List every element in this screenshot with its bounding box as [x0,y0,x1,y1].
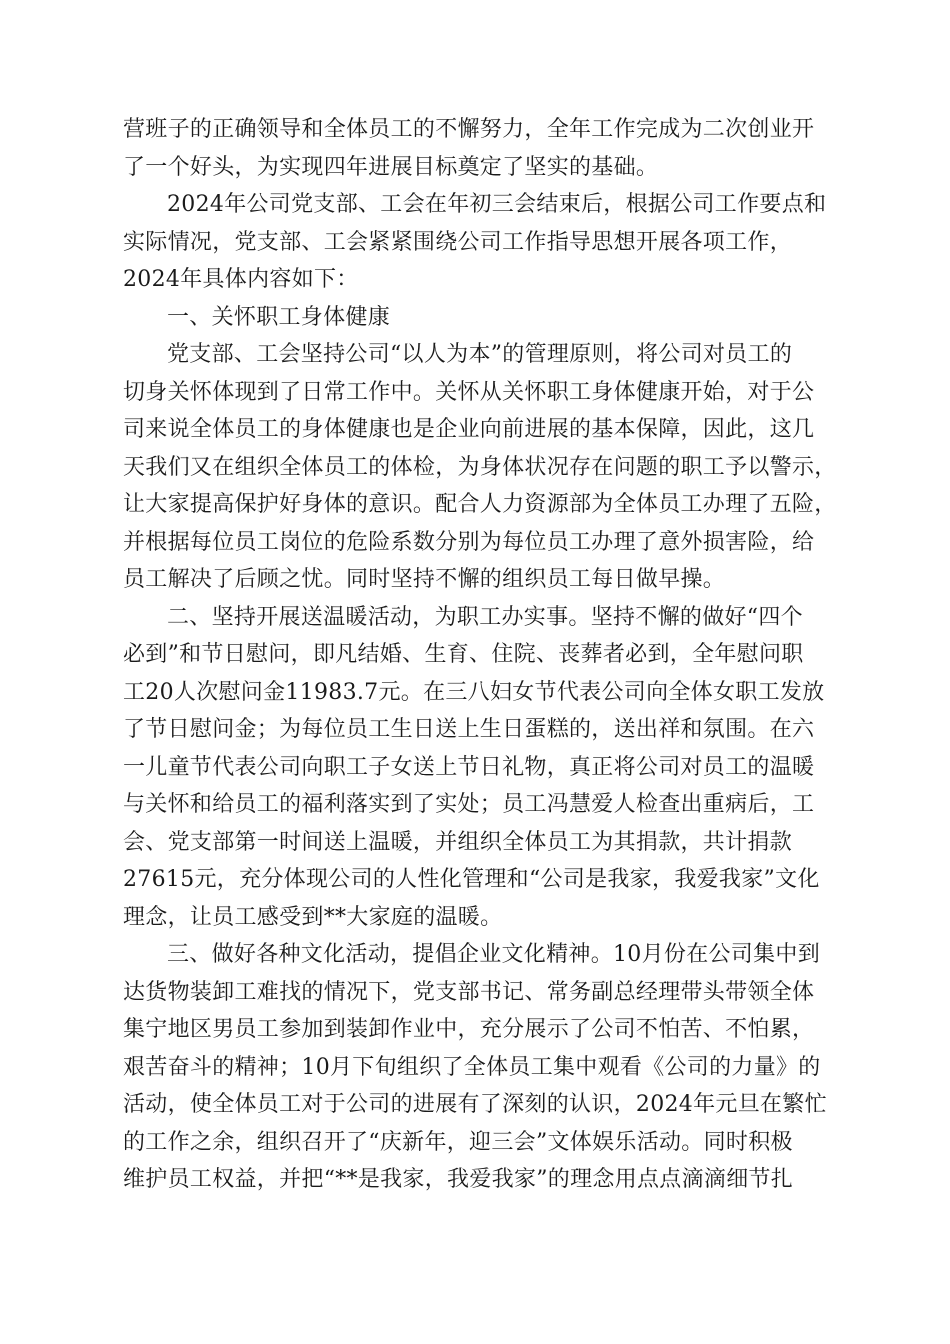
document-body [123,111,843,1199]
text-line: 工20人次慰问金11983.7元。在三八妇女节代表公司向全体女职工发放 [123,679,825,705]
text-line: 与关怀和给员工的福利落实到了实处；员工冯慧爱人检查出重病后，工 [123,792,815,817]
text-line: 切身关怀体现到了日常工作中。关怀从关怀职工身体健康开始，对于公 [123,379,815,405]
text-line: 维护员工权益，并把“**是我家，我爱我家”的理念用点点滴滴细节扎 [123,1167,794,1192]
text-line: 司来说全体员工的身体健康也是企业向前进展的基本保障，因此，这几 [123,417,815,442]
text-line: 理念，让员工感受到**大家庭的温暖。 [123,904,503,930]
text-line: 实际情况，党支部、工会紧紧围绕公司工作指导思想开展各项工作， [123,229,793,255]
text-line: 并根据每位员工岗位的危险系数分别为每位员工办理了意外损害险，给 [123,529,815,555]
section-heading-1: 一、关怀职工身体健康 [167,304,391,330]
text-line: 会、党支部第一时间送上温暖，并组织全体员工为其捐款，共计捐款 [123,829,793,855]
text-line: 员工解决了后顾之忧。同时坚持不懈的组织员工每日做早操。 [123,567,726,592]
text-line: 让大家提高保护好身体的意识。配合人力资源部为全体员工办理了五险， [123,492,837,517]
text-line: 艰苦奋斗的精神；10月下旬组织了全体员工集中观看《公司的力量》的 [123,1054,821,1080]
text-line: 2024年具体内容如下： [123,267,359,292]
section-heading-2: 二、坚持开展送温暖活动，为职工办实事。坚持不懈的做好“四个 [167,604,803,630]
text-line: 的工作之余，组织召开了“庆新年，迎三会”文体娱乐活动。同时积极 [123,1129,793,1155]
paragraph-start-line: 2024年公司党支部、工会在年初三会结束后，根据公司工作要点和 [167,192,827,217]
text-line: 一儿童节代表公司向职工子女送上节日礼物，真正将公司对员工的温暖 [123,754,815,780]
text-line: 营班子的正确领导和全体员工的不懈努力，全年工作完成为二次创业开 [123,117,815,142]
text-line: 活动，使全体员工对于公司的进展有了深刻的认识，2024年元旦在繁忙 [123,1092,827,1117]
section-heading-3: 三、做好各种文化活动，提倡企业文化精神。10月份在公司集中到 [167,942,820,967]
text-line: 27615元，充分体现公司的人性化管理和“公司是我家，我爱我家”文化 [123,867,820,892]
text-line: 了一个好头，为实现四年进展目标奠定了坚实的基础。 [123,154,659,180]
paragraph-start-line: 党支部、工会坚持公司“以人为本”的管理原则，将公司对员工的 [167,342,793,367]
text-line: 集宁地区男员工参加到装卸作业中，充分展示了公司不怕苦、不怕累， [123,1017,815,1042]
text-line: 天我们又在组织全体员工的体检，为身体状况存在问题的职工予以警示， [123,454,837,480]
text-line: 达货物装卸工难找的情况下，党支部书记、常务副总经理带头带领全体 [123,979,815,1005]
text-line: 了节日慰问金；为每位员工生日送上生日蛋糕的，送出祥和氛围。在六 [123,717,815,742]
text-line: 必到”和节日慰问，即凡结婚、生育、住院、丧葬者必到，全年慰问职 [123,642,804,667]
